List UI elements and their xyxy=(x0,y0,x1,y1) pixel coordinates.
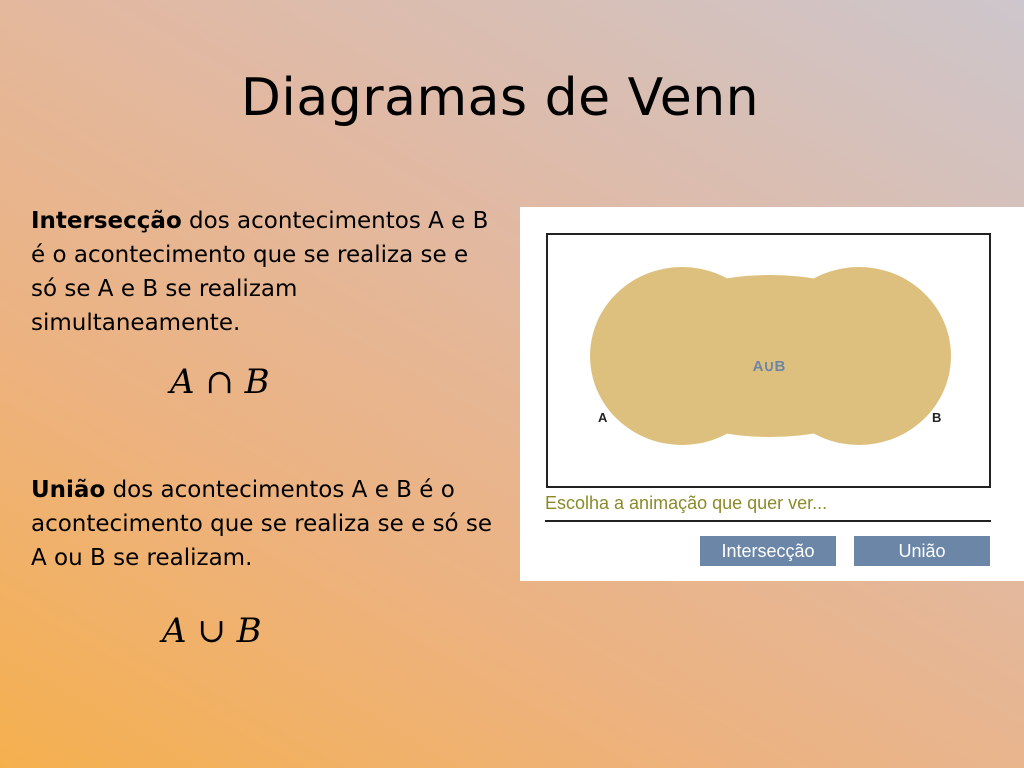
intersection-formula: A ∩ B xyxy=(170,362,270,402)
intersection-term: Intersecção xyxy=(31,208,182,234)
animation-prompt: Escolha a animação que quer ver... xyxy=(545,493,828,513)
intersection-text: dos acontecimentos A e B é o acontecimento que se realiza se e só se A e B se realizam simultaneamente. xyxy=(31,208,489,336)
union-formula: A ∪ B xyxy=(162,611,262,651)
union-button[interactable]: União xyxy=(854,536,990,566)
divider xyxy=(545,520,991,522)
intersection-definition xyxy=(31,204,501,340)
union-bridge-ellipse xyxy=(620,275,920,437)
union-center-label: A∪B xyxy=(752,358,786,375)
intersection-button[interactable]: Intersecção xyxy=(700,536,836,566)
venn-animation-widget xyxy=(520,207,1024,581)
venn-diagram xyxy=(548,235,989,486)
venn-diagram-frame xyxy=(546,233,991,488)
set-b-label: B xyxy=(932,410,942,425)
union-text: dos acontecimentos A e B é o acontecimento que se realiza se e só se A ou B se realizam. xyxy=(31,477,493,571)
union-term: União xyxy=(31,477,106,503)
union-definition xyxy=(31,473,507,575)
set-a-label: A xyxy=(598,410,608,425)
slide-title: Diagramas de Venn xyxy=(240,68,760,128)
